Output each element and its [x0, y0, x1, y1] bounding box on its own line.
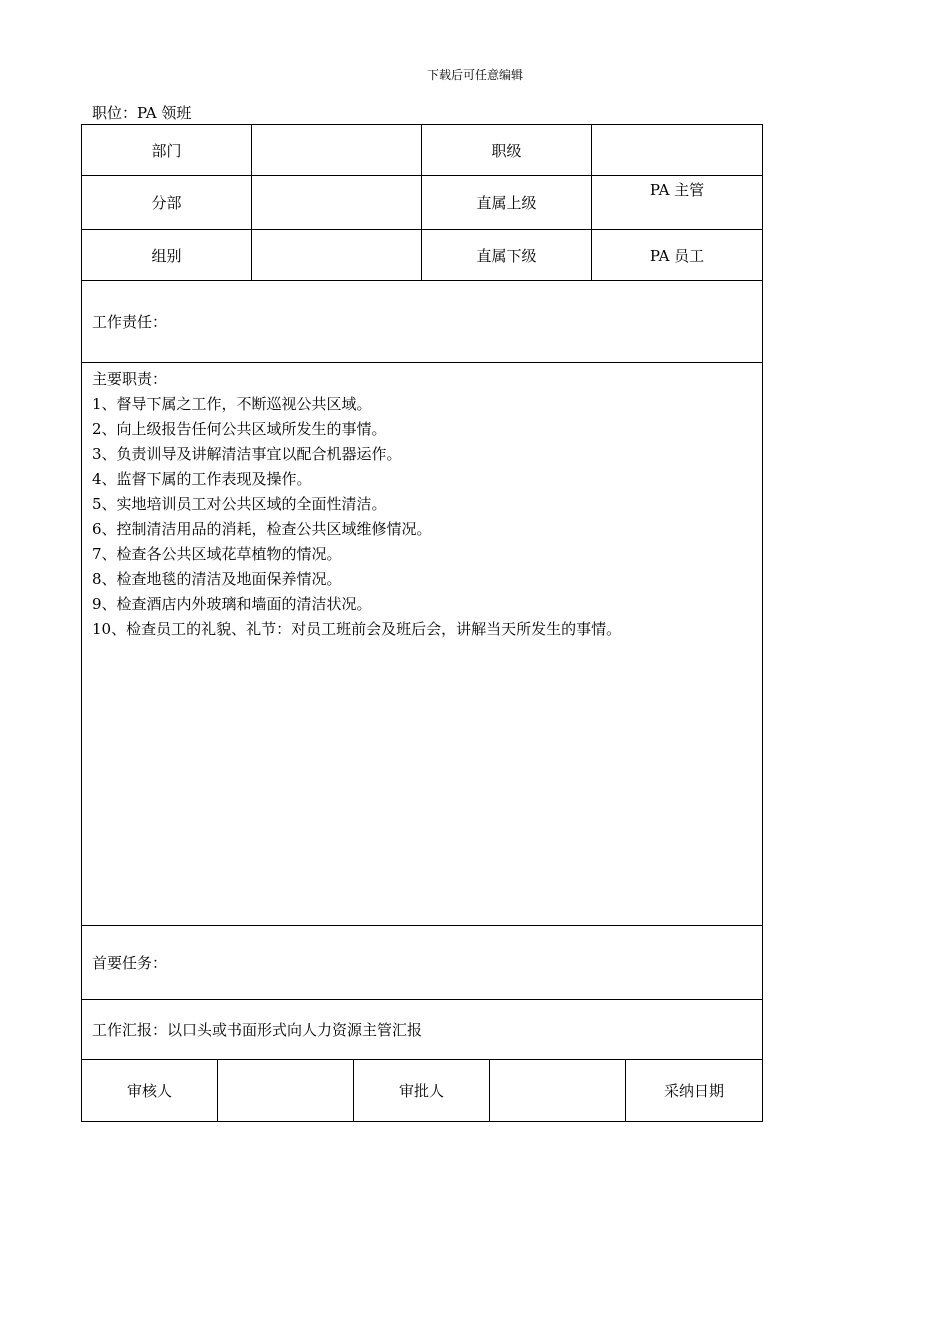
department-label: 部门: [82, 125, 252, 176]
duties-title: 主要职责：: [92, 370, 168, 388]
superior-label: 直属上级: [422, 176, 592, 230]
table-row-report: [82, 1000, 763, 1060]
group-value[interactable]: [252, 230, 422, 281]
duty-item: 6、控制清洁用品的消耗，检查公共区域维修情况。: [92, 520, 432, 538]
grade-label: 职级: [422, 125, 592, 176]
reviewer-label: 审核人: [82, 1060, 218, 1122]
subordinate-label: 直属下级: [422, 230, 592, 281]
duty-item: 8、检查地毯的清洁及地面保养情况。: [92, 570, 342, 588]
superior-value[interactable]: PA 主管: [592, 176, 763, 230]
reviewer-value[interactable]: [218, 1060, 354, 1122]
position-line: [92, 102, 191, 123]
subordinate-value[interactable]: PA 员工: [592, 230, 763, 281]
duty-item: 9、检查酒店内外玻璃和墙面的清洁状况。: [92, 595, 372, 613]
duty-item: 2、向上级报告任何公共区域所发生的事情。: [92, 420, 387, 438]
report-text: 工作汇报：以口头或书面形式向人力资源主管汇报: [82, 1000, 763, 1060]
job-description-table: [81, 124, 763, 1122]
duties-cell: [82, 363, 763, 926]
approver-label: 审批人: [354, 1060, 490, 1122]
duty-item: 1、督导下属之工作，不断巡视公共区域。: [92, 395, 372, 413]
division-label: 分部: [82, 176, 252, 230]
table-row-department: [82, 125, 763, 176]
grade-value[interactable]: [592, 125, 763, 176]
duty-item: 4、监督下属的工作表现及操作。: [92, 470, 312, 488]
primary-task-label: 首要任务：: [82, 926, 763, 1000]
duty-item: 3、负责训导及讲解清洁事宜以配合机器运作。: [92, 445, 402, 463]
table-row-responsibility: [82, 281, 763, 363]
table-row-duties: [82, 363, 763, 926]
table-row-primary-task: [82, 926, 763, 1000]
position-value: PA 领班: [137, 104, 192, 122]
table-row-group: [82, 230, 763, 281]
division-value[interactable]: [252, 176, 422, 230]
approver-value[interactable]: [490, 1060, 626, 1122]
duty-item: 7、检查各公共区域花草植物的情况。: [92, 545, 342, 563]
table-row-division: [82, 176, 763, 230]
responsibility-label: 工作责任：: [82, 281, 763, 363]
page-header-note: 下载后可任意编辑: [426, 68, 523, 82]
duty-item: 5、实地培训员工对公共区域的全面性清洁。: [92, 495, 387, 513]
group-label: 组别: [82, 230, 252, 281]
duty-item: 10、检查员工的礼貌、礼节：对员工班前会及班后会，讲解当天所发生的事情。: [92, 620, 622, 638]
department-value[interactable]: [252, 125, 422, 176]
position-label: 职位：: [92, 104, 138, 122]
table-row-signoff: [82, 1060, 763, 1122]
adopt-date-label: 采纳日期: [626, 1060, 763, 1122]
